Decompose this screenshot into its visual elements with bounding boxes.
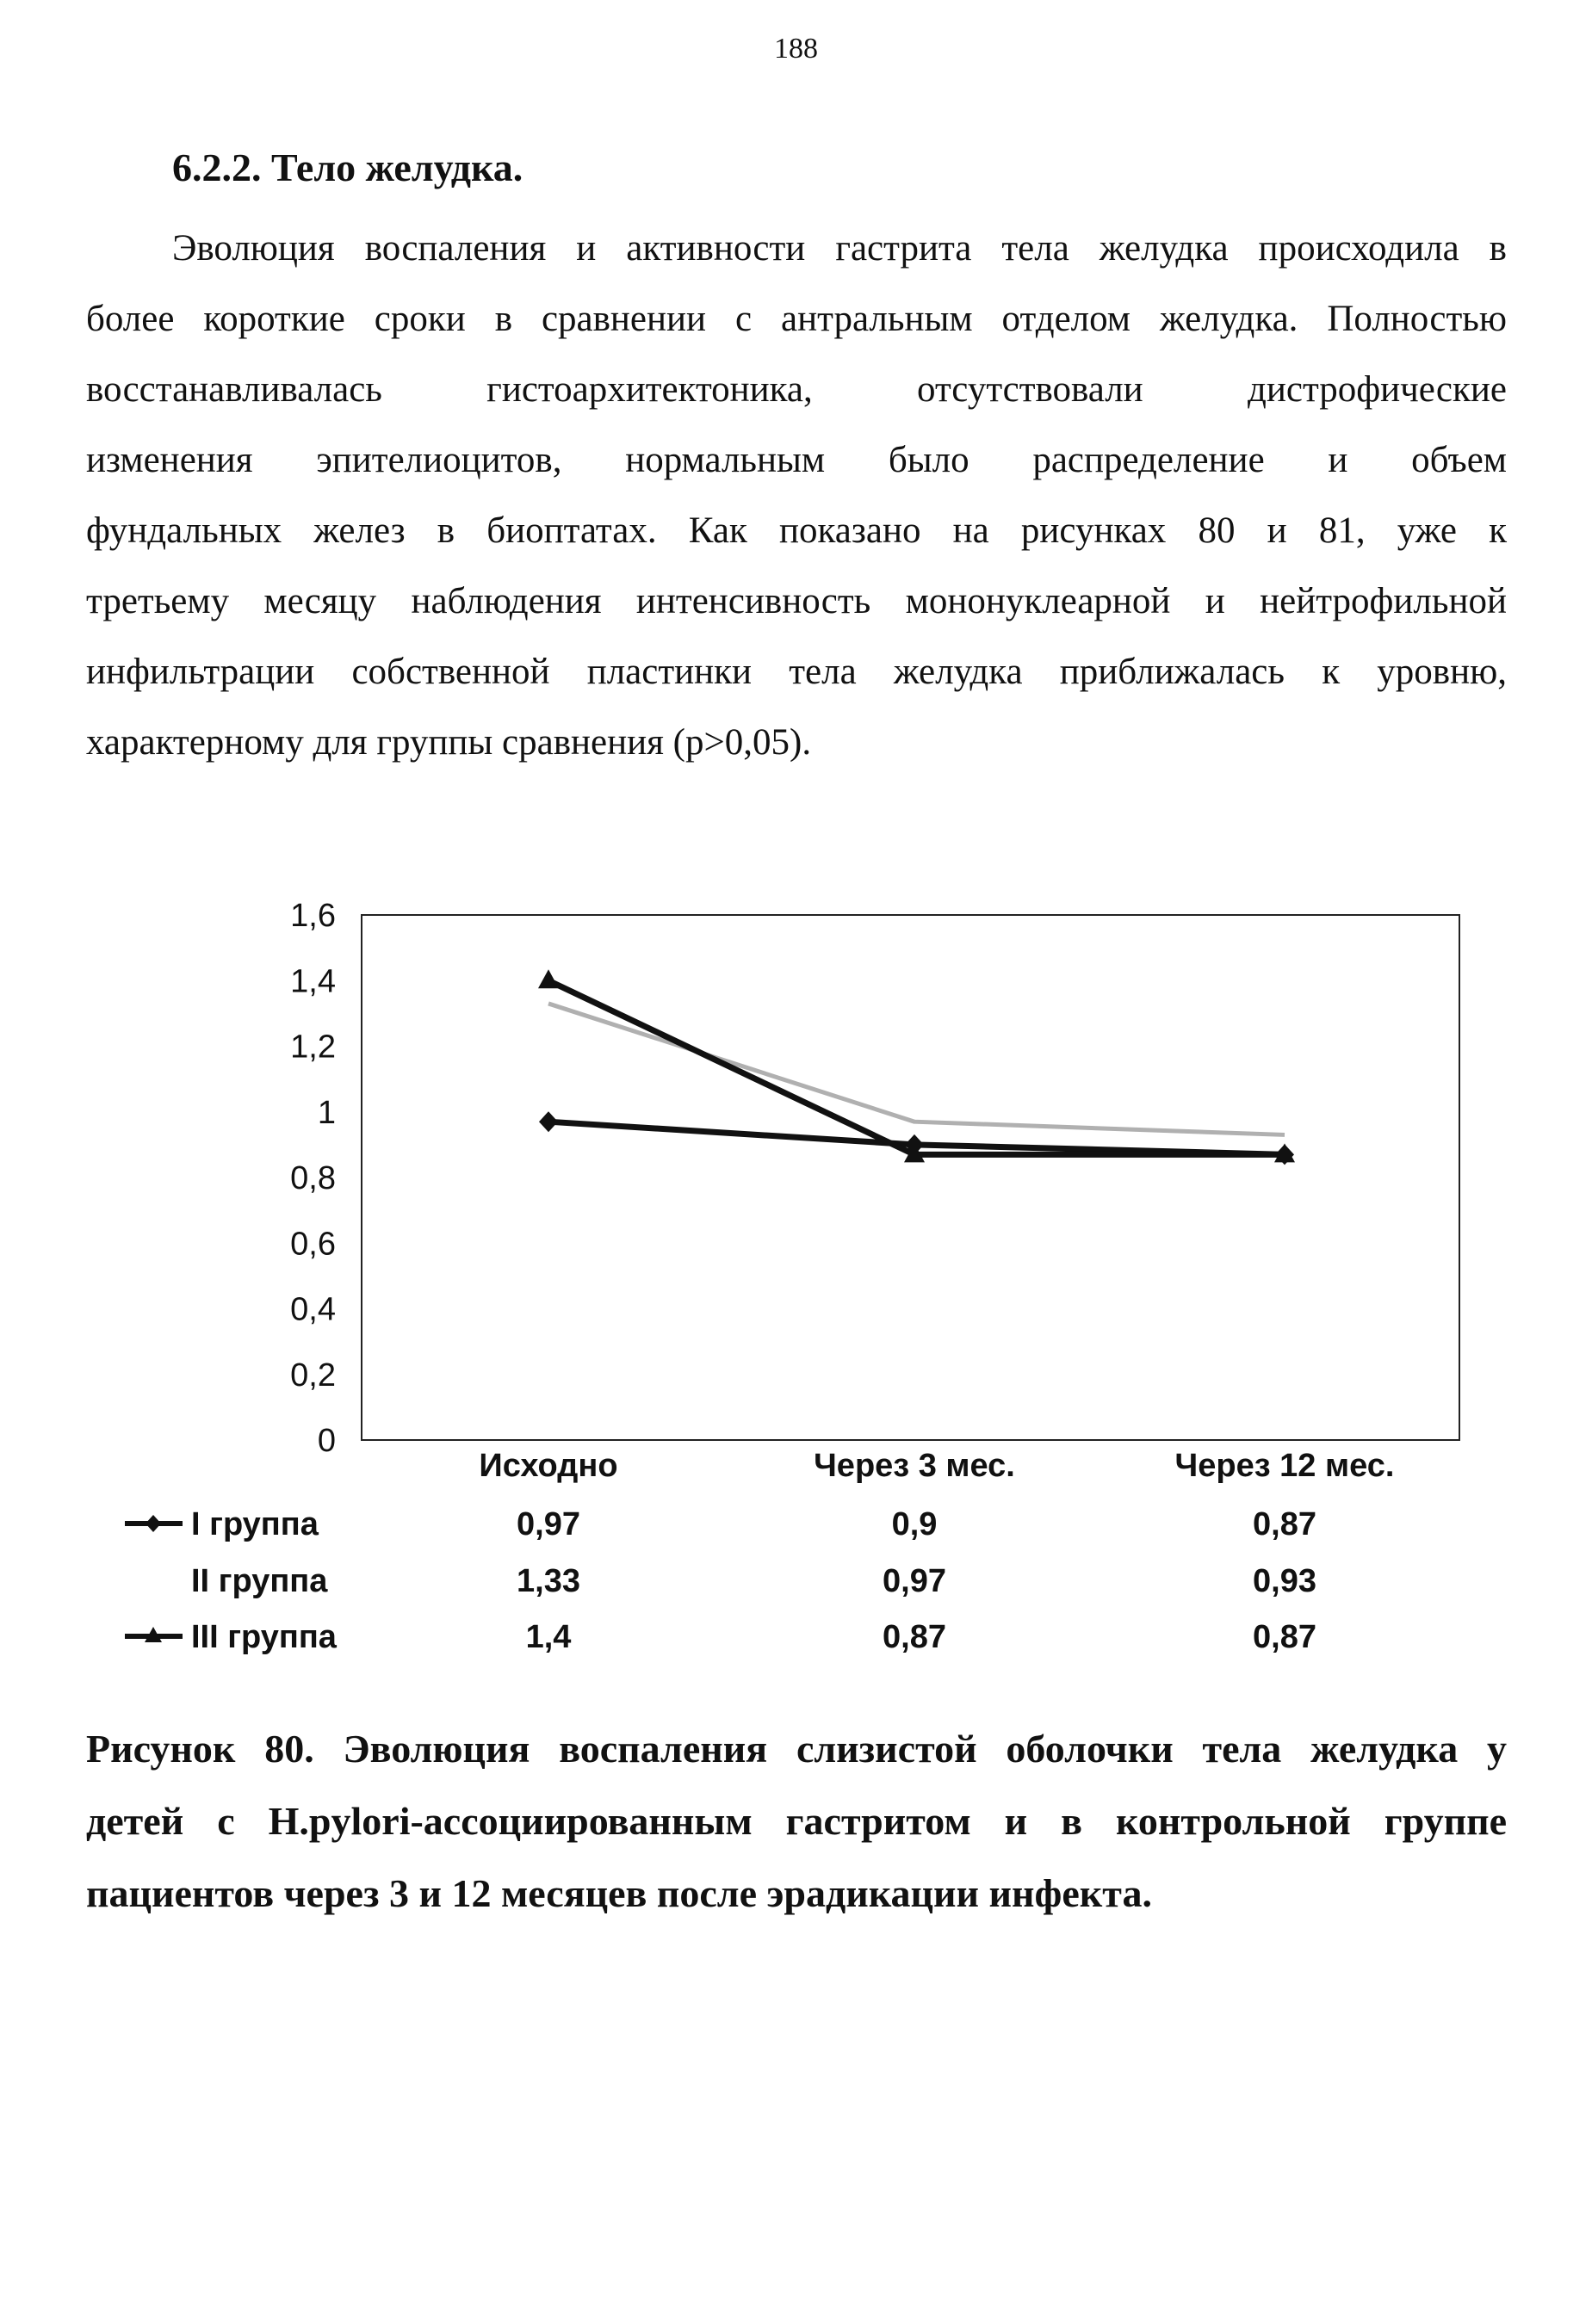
data-table-value: 0,87: [883, 1619, 946, 1655]
y-tick-label: 1: [317, 1094, 336, 1131]
figure-caption: [86, 1713, 1507, 1930]
caption-line: детей с H.pylori-ассоциированным гастритом и в контрольной группе: [86, 1799, 1507, 1843]
paragraph-line: более короткие сроки в сравнении с антральным отделом желудка. Полностью: [86, 299, 1507, 339]
x-category-label: Через 3 мес.: [814, 1448, 1015, 1484]
data-table-value: 0,87: [1253, 1619, 1316, 1655]
data-table-value: 0,87: [1253, 1506, 1316, 1542]
x-axis-category-labels: [479, 1448, 1394, 1484]
data-table-value: 1,33: [517, 1563, 580, 1599]
data-table-value: 0,97: [517, 1506, 580, 1542]
y-tick-label: 1,4: [290, 963, 336, 1000]
paragraph-line: характерному для группы сравнения (р>0,05).: [86, 722, 812, 763]
y-tick-label: 0: [317, 1423, 336, 1459]
data-table-value: 0,93: [1253, 1563, 1316, 1599]
y-tick-label: 0,6: [290, 1226, 336, 1263]
y-tick-label: 1,2: [290, 1029, 336, 1066]
paragraph-line: третьему месяцу наблюдения интенсивность мононуклеарной и нейтрофильной: [86, 581, 1507, 621]
data-table: [125, 1506, 1316, 1655]
paragraph-line: изменения эпителиоцитов, нормальным было распределение и объем: [86, 440, 1507, 480]
x-category-label: Через 12 мес.: [1174, 1448, 1395, 1484]
legend-series-name: I группа: [191, 1506, 319, 1542]
section-heading: 6.2.2. Тело желудка.: [172, 145, 523, 189]
paragraph-line: Эволюция воспаления и активности гастрита тела желудка происходила в: [172, 228, 1507, 269]
y-axis-tick-labels: [290, 898, 336, 1459]
data-table-value: 1,4: [525, 1619, 572, 1655]
legend-series-name: II группа: [191, 1563, 328, 1599]
x-category-label: Исходно: [479, 1448, 618, 1484]
caption-line: пациентов через 3 и 12 месяцев после эрадикации инфекта.: [86, 1871, 1152, 1915]
series-line: [548, 1004, 1285, 1135]
caption-line: Рисунок 80. Эволюция воспаления слизистой оболочки тела желудка у: [86, 1727, 1507, 1771]
series-markers: [538, 969, 1295, 1165]
paragraph-line: фундальных желез в биоптатах. Как показано на рисунках 80 и 81, уже к: [86, 510, 1507, 551]
series-lines: [548, 980, 1285, 1154]
y-tick-label: 0,8: [290, 1160, 336, 1196]
diamond-marker: [539, 1111, 558, 1132]
triangle-marker: [538, 969, 559, 988]
legend-series-name: III группа: [191, 1619, 337, 1655]
body-paragraph: [86, 213, 1507, 778]
y-tick-label: 0,4: [290, 1291, 336, 1328]
paragraph-line: восстанавливалась гистоархитектоника, отсутствовали дистрофические: [86, 369, 1507, 410]
data-table-value: 0,97: [883, 1563, 946, 1599]
data-table-value: 0,9: [891, 1506, 938, 1542]
plot-area: [362, 915, 1459, 1440]
line-chart: [0, 887, 1592, 1704]
page-number: 188: [774, 33, 818, 65]
y-tick-label: 0,2: [290, 1357, 336, 1394]
legend-diamond-marker: [146, 1515, 161, 1532]
paragraph-line: инфильтрации собственной пластинки тела желудка приближалась к уровню,: [86, 652, 1507, 692]
y-tick-label: 1,6: [290, 898, 336, 934]
